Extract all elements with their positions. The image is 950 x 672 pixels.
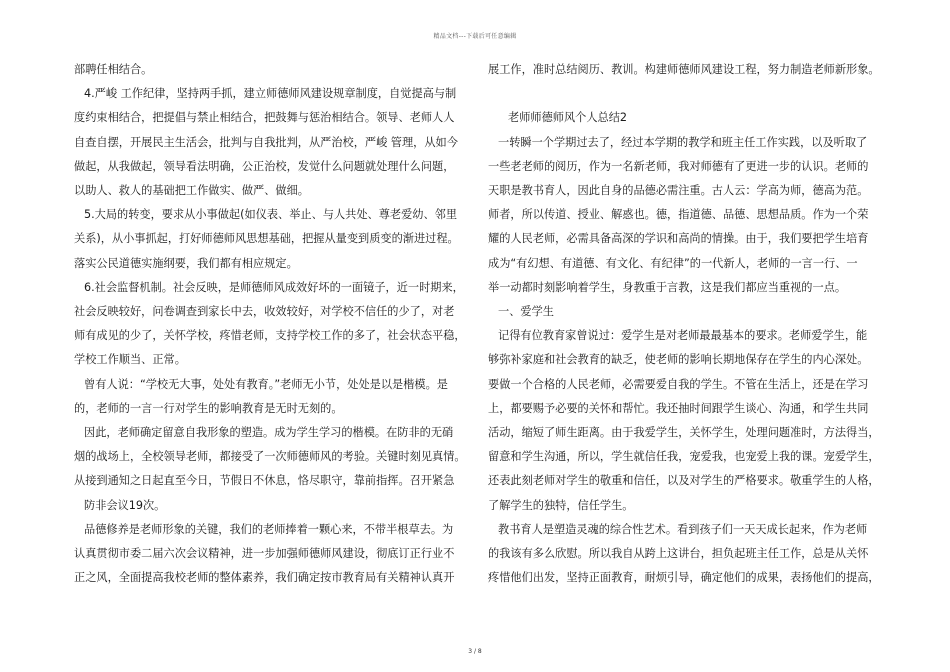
paragraph-line: 还表此刻老师对学生的敬重和信任，以及对学生的严格要求。敬重学生的人格， — [488, 474, 880, 488]
paragraph-line: 防非会议19次。 — [84, 498, 166, 512]
paragraph-line: 一些老老师的阅历，作为一名新老师，我对师德有了更进一步的认识。老师的 — [488, 159, 869, 173]
paragraph-line: 认真贯彻市委二届六次会议精神，进一步加强师德师风建设，彻底订正行业不 — [74, 547, 455, 561]
paragraph-line: 6.社会监督机制。社会反映，是师德师风成效好坏的一面镜子，近一时期来， — [84, 280, 464, 294]
paragraph-line: 天职是教书育人，因此自身的品德必需注重。古人云：学高为师，德高为范。 — [488, 184, 869, 198]
paragraph-line: 记得有位教育家曾说过：爱学生是对老师最最基本的要求。老师爱学生，能 — [498, 329, 868, 343]
paragraph-line: 正之风，全面提高我校老师的整体素养，我们确定按市教育局有关精神认真开 — [74, 571, 455, 585]
paragraph-line: 做起，从我做起，领导看法明确，公正治校，发觉什么问题就处理什么问题， — [74, 159, 455, 173]
paragraph-line: 师者，所以传道、授业、解惑也。德，指道德、品德、思想品质。作为一个荣 — [488, 208, 869, 222]
section-title: 老师师德师风个人总结2 — [508, 111, 627, 125]
paragraph-line: 落实公民道德实施纲要，我们都有相应规定。 — [74, 256, 298, 270]
paragraph-line: 因此，老师确定留意自我形象的塑造。成为学生学习的楷模。在防非的无硝 — [84, 426, 454, 440]
paragraph-line: 品德修养是老师形象的关键，我们的老师捧着一颗心来，不带半根草去。为 — [84, 522, 454, 536]
paragraph-line: 的我该有多么欣慰。所以我自从跨上这讲台，担负起班主任工作，总是从关怀 — [488, 547, 869, 561]
paragraph-line: 留意和学生沟通，所以，学生就信任我，宠爱我，也宠爱上我的课。宠爱学生， — [488, 450, 880, 464]
paragraph-line: 社会反映较好，问卷调查到家长中去，收效较好，对学校不信任的少了，对老 — [74, 305, 455, 319]
paragraph-line: 自查自摆，开展民主生活会，批判与自我批判，从严治校，严峻 管理，从如今 — [74, 135, 458, 149]
page-number: 3 / 8 — [468, 648, 482, 655]
paragraph-line: 从接到通知之日起直至今日，节假日不休息，恪尽职守，靠前指挥。召开紧急 — [74, 474, 455, 488]
paragraph-line: 度约束相结合，把提倡与禁止相结合，把鼓舞与惩治相结合。领导、老师人人 — [74, 111, 455, 125]
paragraph-line: 了解学生的独特，信任学生。 — [488, 498, 634, 512]
paragraph-line: 活动，缩短了师生距离。由于我爱学生，关怀学生，处理问题准时，方法得当， — [488, 426, 880, 440]
blank-line — [488, 82, 888, 106]
paragraph-line: 4.严峻 工作纪律，坚持两手抓，建立师德师风建设规章制度，自觉提高与制 — [84, 87, 457, 101]
paragraph-line: 部聘任相结合。 — [74, 63, 153, 76]
paragraph-line: 疼惜他们出发，坚持正面教育，耐烦引导，确定他们的成果，表扬他们的提高， — [488, 571, 880, 585]
paragraph-line: 烟的战场上，全校领导老师，都接受了一次师德师风的考验。关键时刻见真情。 — [74, 450, 466, 464]
paragraph-line: 教书育人是塑造灵魂的综合性艺术。看到孩子们一天天成长起来，作为老师 — [498, 522, 868, 536]
paragraph-line: 上，都要赐予必要的关怀和帮忙。我还抽时间跟学生谈心、沟通，和学生共同 — [488, 401, 869, 415]
paragraph-line: 一转瞬一个学期过去了，经过本学期的教学和班主任工作实践，以及听取了 — [498, 135, 868, 149]
right-text-column — [488, 58, 888, 590]
page-header: 精品文档---下载后可任意编辑 — [433, 33, 517, 40]
paragraph-line: 师有成见的少了，关怀学校，疼惜老师，支持学校工作的多了，社会状态平稳， — [74, 329, 466, 343]
paragraph-line: 展工作，准时总结阅历、教训。构建师德师风建设工程，努力制造老师新形象。 — [488, 63, 880, 76]
paragraph-line: 的，老师的一言一行对学生的影响教育是无时无刻的。 — [74, 401, 343, 415]
paragraph-line: 关系)，从小事抓起，打好师德师风思想基础，把握从量变到质变的渐进过程。 — [74, 232, 459, 246]
paragraph-line: 曾有人说：“学校无大事，处处有教育。”老师无小节，处处是以是楷模。是 — [84, 377, 448, 391]
paragraph-line: 举一动都时刻影响着学生，身教重于言教，这是我们都应当重视的一点。 — [488, 280, 847, 294]
paragraph-line: 学校工作顺当、正常。 — [74, 353, 186, 367]
left-text-column — [74, 58, 466, 590]
paragraph-line: 够弥补家庭和社会教育的缺乏，使老师的影响长期地保存在学生的内心深处。 — [488, 353, 869, 367]
paragraph-line: 要做一个合格的人民老师，必需要爱自我的学生。不管在生活上，还是在学习 — [488, 377, 869, 391]
paragraph-line: 成为“有幻想、有道德、有文化、有纪律”的一代新人，老师的一言一行、一 — [488, 256, 858, 270]
paragraph-line: 以助人、救人的基础把工作做实、做严、做细。 — [74, 184, 309, 198]
paragraph-line: 5.大局的转变，要求从小事做起(如仪表、举止、与人共处、尊老爱幼、邻里 — [84, 208, 458, 222]
subheading: 一、爱学生 — [498, 305, 554, 319]
paragraph-line: 耀的人民老师，必需具备高深的学识和高尚的情操。由于，我们要把学生培育 — [488, 232, 869, 246]
